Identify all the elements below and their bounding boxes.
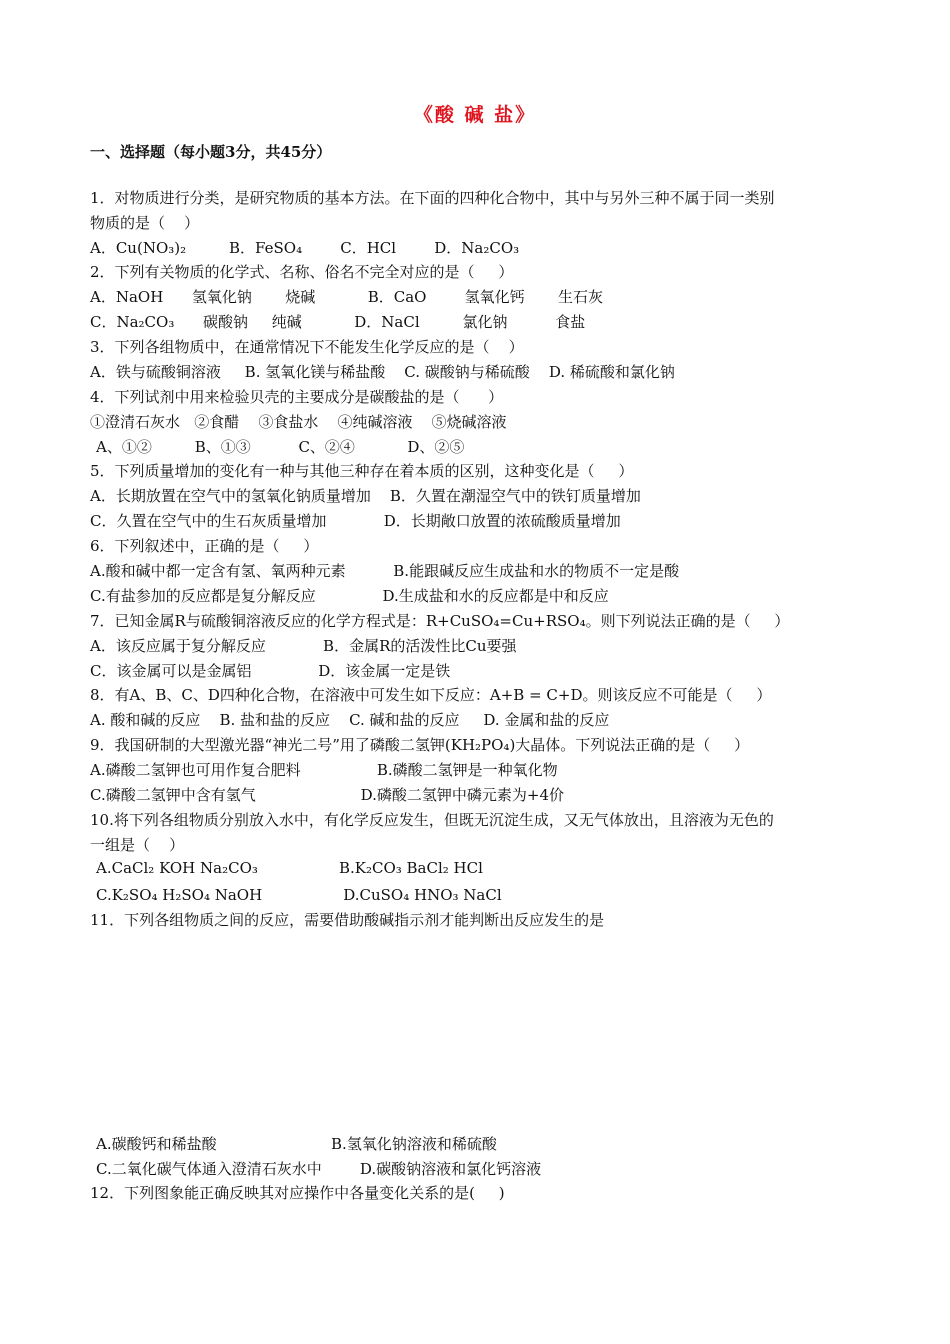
question-line: 1．对物质进行分类，是研究物质的基本方法。在下面的四种化合物中，其中与另外三种不属于同一类别	[90, 189, 775, 207]
question-line: ①澄清石灰水 ②食醋 ③食盐水 ④纯碱溶液 ⑤烧碱溶液	[90, 413, 507, 431]
question-line: C.二氧化碳气体通入澄清石灰水中 D.碳酸钠溶液和氯化钙溶液	[96, 1160, 542, 1178]
question-line: C．该金属可以是金属铝 D．该金属一定是铁	[90, 662, 451, 680]
section-heading: 一、选择题（每小题3分，共45分）	[90, 143, 332, 161]
question-line: 5．下列质量增加的变化有一种与其他三种存在着本质的区别，这种变化是（ ）	[90, 462, 634, 480]
question-line: 12．下列图象能正确反映其对应操作中各量变化关系的是( )	[90, 1184, 505, 1202]
question-line: 一组是（ ）	[90, 836, 185, 854]
question-line: C.有盐参加的反应都是复分解反应 D.生成盐和水的反应都是中和反应	[90, 587, 609, 605]
question-line: 11．下列各组物质之间的反应，需要借助酸碱指示剂才能判断出反应发生的是	[90, 911, 605, 929]
question-line: A、①② B、①③ C、②④ D、②⑤	[96, 438, 465, 456]
question-line: 9．我国研制的大型激光器“神光二号”用了磷酸二氢钾(KH₂PO₄)大晶体。下列说法正确的是（ ）	[90, 736, 750, 754]
page-title: 《酸 碱 盐》	[413, 104, 537, 126]
question-line: 物质的是（ ）	[90, 214, 200, 232]
question-line: A.酸和碱中都一定含有氢、氧两种元素 B.能跟碱反应生成盐和水的物质不一定是酸	[90, 562, 680, 580]
question-line: A．Cu(NO₃)₂ B．FeSO₄ C．HCl D．Na₂CO₃	[90, 239, 520, 257]
question-line: C．Na₂CO₃ 碳酸钠 纯碱 D．NaCl 氯化钠 食盐	[90, 313, 586, 331]
question-line: A.磷酸二氢钾也可用作复合肥料 B.磷酸二氢钾是一种氧化物	[90, 761, 558, 779]
question-line: 8．有A、B、C、D四种化合物，在溶液中可发生如下反应：A+B = C+D。则该反应不可能是（ ）	[90, 686, 772, 704]
question-line: 4．下列试剂中用来检验贝壳的主要成分是碳酸盐的是（ ）	[90, 388, 504, 406]
question-line: 3．下列各组物质中，在通常情况下不能发生化学反应的是（ ）	[90, 338, 524, 356]
question-line: A.碳酸钙和稀盐酸 B.氢氧化钠溶液和稀硫酸	[96, 1135, 497, 1153]
question-line: 6．下列叙述中，正确的是（ ）	[90, 537, 319, 555]
question-line: C．久置在空气中的生石灰质量增加 D．长期敞口放置的浓硫酸质量增加	[90, 512, 621, 530]
question-line: A.CaCl₂ KOH Na₂CO₃ B.K₂CO₃ BaCl₂ HCl	[96, 859, 483, 877]
question-line: 10.将下列各组物质分别放入水中，有化学反应发生，但既无沉淀生成，又无气体放出，且溶液为无色的	[90, 811, 774, 829]
question-line: A．NaOH 氢氧化钠 烧碱 B．CaO 氢氧化钙 生石灰	[90, 288, 603, 306]
question-line: A．长期放置在空气中的氢氧化钠质量增加 B．久置在潮湿空气中的铁钉质量增加	[90, 487, 641, 505]
question-line: A．铁与硫酸铜溶液 B. 氢氧化镁与稀盐酸 C. 碳酸钠与稀硫酸 D. 稀硫酸和氯化钠	[90, 363, 675, 381]
question-line: C.磷酸二氢钾中含有氢气 D.磷酸二氢钾中磷元素为+4价	[90, 786, 564, 804]
question-line: A．该反应属于复分解反应 B．金属R的活泼性比Cu要强	[90, 637, 517, 655]
question-line: 7．已知金属R与硫酸铜溶液反应的化学方程式是：R+CuSO₄=Cu+RSO₄。则下列说法正确的是（ ）	[90, 612, 790, 630]
question-line: A. 酸和碱的反应 B. 盐和盐的反应 C. 碱和盐的反应 D. 金属和盐的反应	[90, 711, 610, 729]
question-line: 2．下列有关物质的化学式、名称、俗名不完全对应的是（ ）	[90, 263, 514, 281]
question-line: C.K₂SO₄ H₂SO₄ NaOH D.CuSO₄ HNO₃ NaCl	[96, 886, 502, 904]
